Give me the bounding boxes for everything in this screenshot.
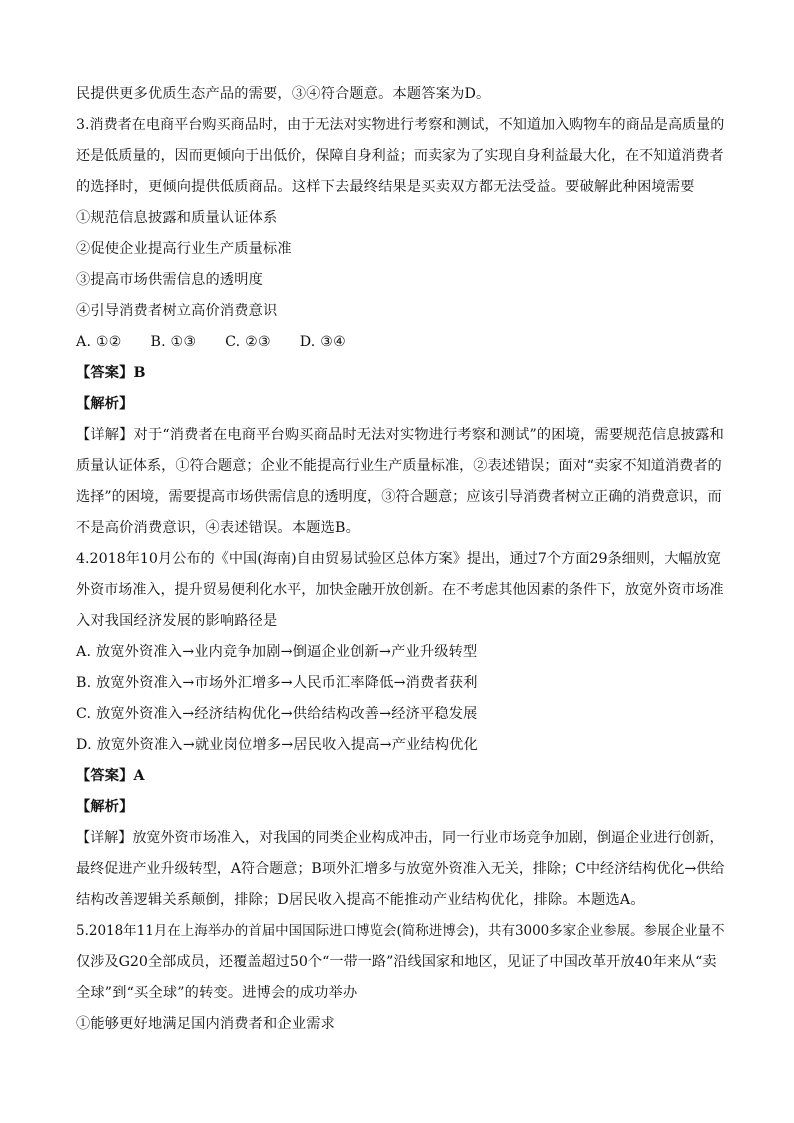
text-line: 全球”到“买全球”的转变。进博会的成功举办 [76, 985, 358, 1001]
analysis-label: 【解析】 [76, 799, 134, 815]
explanation-line: 不是高价消费意识，④表述错误。本题选B。 [76, 520, 360, 536]
explanation-line: 最终促进产业升级转型，A符合题意；B项外汇增多与放宽外资准入无关，排除；C中经济结构优化→供给 [76, 861, 725, 877]
choice-c: C. 放宽外资准入→经济结构优化→供给结构改善→经济平稳发展 [76, 706, 478, 722]
option-item: ④引导消费者树立高价消费意识 [76, 303, 278, 319]
answer-label: 【答案】A [76, 768, 145, 784]
text-line: 仅涉及G20全部成员，还覆盖超过50个“一带一路”沿线国家和地区，见证了中国改革开放40年来从“卖 [76, 954, 717, 970]
answer-label: 【答案】B [76, 365, 146, 381]
option-item: ①能够更好地满足国内消费者和企业需求 [76, 1016, 335, 1032]
explanation-line: 结构改善逻辑关系颠倒，排除；D居民收入提高不能推动产业结构优化，排除。本题选A。 [76, 892, 645, 908]
text-line: 的选择时，更倾向提供低质商品。这样下去最终结果是买卖双方都无法受益。要破解此种困境需要 [76, 179, 695, 195]
option-item: ②促使企业提高行业生产质量标准 [76, 241, 292, 257]
text-line: 民提供更多优质生态产品的需要，③④符合题意。本题答案为D。 [76, 86, 491, 102]
explanation-line: 质量认证体系，①符合题意；企业不能提高行业生产质量标准，②表述错误；面对“卖家不知道消费者的 [76, 458, 722, 474]
question-4-stem: 4.2018年10月公布的《中国(海南)自由贸易试验区总体方案》提出，通过7个方面29条细则，大幅放宽 [76, 551, 721, 567]
explanation-line: 【详解】对于“消费者在电商平台购买商品时无法对实物进行考察和测试”的困境，需要规范信息披露和 [76, 427, 724, 443]
text-line: 外资市场准入，提升贸易便利化水平，加快金融开放创新。在不考虑其他因素的条件下，放宽外资市场准 [76, 582, 724, 598]
option-item: ③提高市场供需信息的透明度 [76, 272, 264, 288]
choice-d: D. 放宽外资准入→就业岗位增多→居民收入提高→产业结构优化 [76, 737, 479, 753]
choice-a: A. 放宽外资准入→业内竞争加剧→倒逼企业创新→产业升级转型 [76, 644, 478, 660]
option-item: ①规范信息披露和质量认证体系 [76, 210, 278, 226]
explanation-line: 【详解】放宽外资市场准入，对我国的同类企业构成冲击，同一行业市场竞争加剧，倒逼企业进行创新， [76, 830, 724, 846]
choice-b: B. 放宽外资准入→市场外汇增多→人民币汇率降低→消费者获利 [76, 675, 478, 691]
question-5-stem: 5.2018年11月在上海举办的首届中国国际进口博览会(简称进博会)，共有3000多家企业参展。参展企业量不 [76, 923, 725, 939]
answer-choices: A. ①② B. ①③ C. ②③ D. ③④ [76, 334, 347, 350]
analysis-label: 【解析】 [76, 396, 134, 412]
text-line: 还是低质量的，因而更倾向于出低价，保障自身利益；而卖家为了实现自身利益最大化，在不知道消费者 [76, 148, 724, 164]
text-line: 入对我国经济发展的影响路径是 [76, 613, 278, 629]
question-3-stem: 3.消费者在电商平台购买商品时，由于无法对实物进行考察和测试，不知道加入购物车的商品是高质量的 [76, 117, 725, 133]
explanation-line: 选择”的困境，需要提高市场供需信息的透明度，③符合题意；应该引导消费者树立正确的消费意识，而 [76, 489, 722, 505]
